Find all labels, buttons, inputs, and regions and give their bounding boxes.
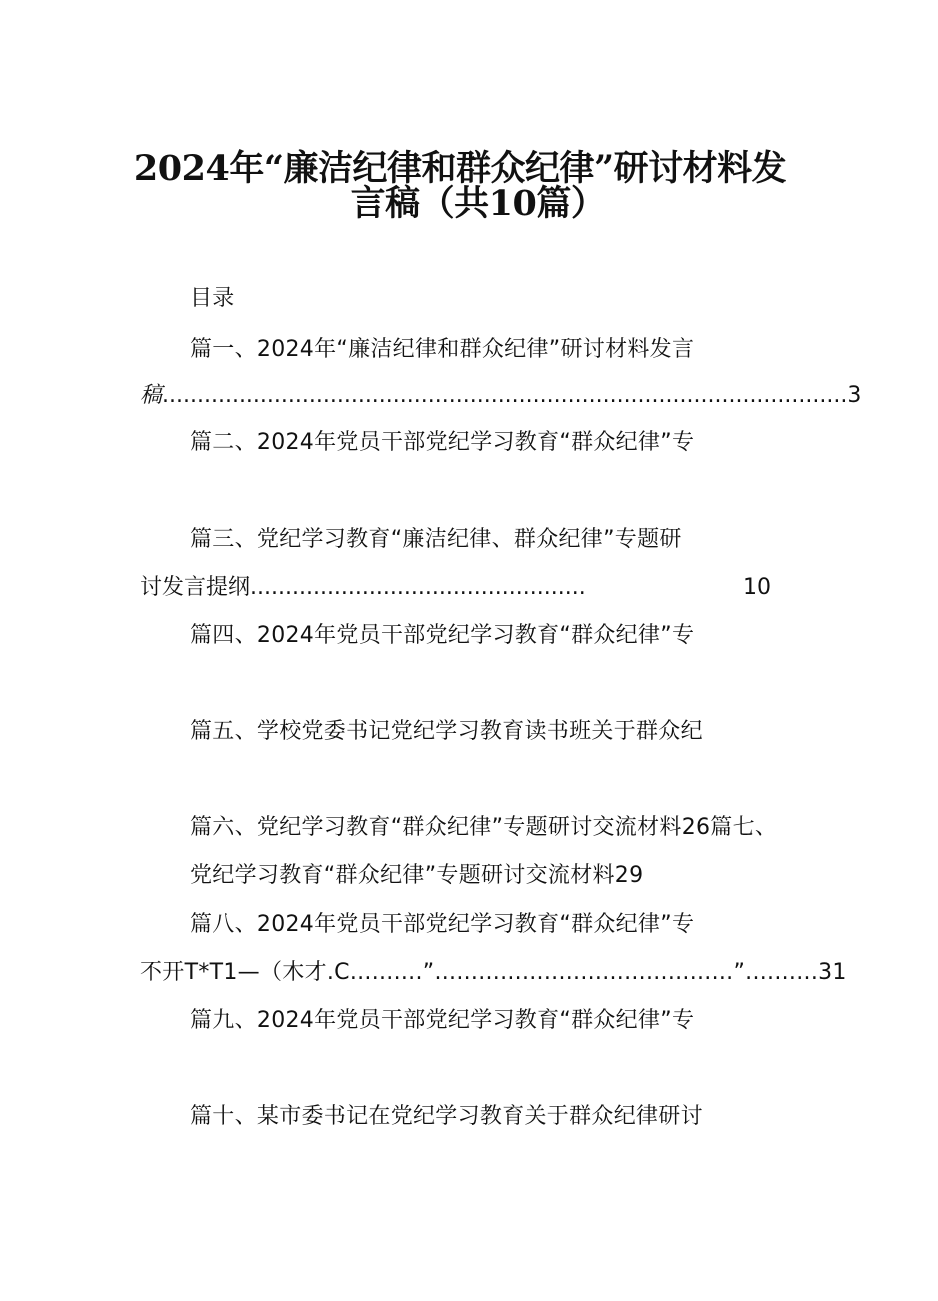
toc-entry-2-title: 篇二、2024年党员干部党纪学习教育“群众纪律”专 <box>190 430 695 455</box>
toc-entry-8-continuation: 不开T*T1—（木才.C..........”.........................................”..........31 <box>140 960 847 985</box>
toc-entry-3-dot-leader: ................................................ <box>250 575 586 600</box>
document-title-line-2: 言稿（共10篇） <box>350 183 606 224</box>
toc-label: 目录 <box>190 286 235 311</box>
toc-entry-1-continuation: 稿 <box>140 383 163 408</box>
toc-entry-5-title: 篇五、学校党委书记党纪学习教育读书班关于群众纪 <box>190 719 703 744</box>
document-title-line-1: 2024年“廉洁纪律和群众纪律”研讨材料发 <box>133 148 787 189</box>
toc-entry-7-title: 党纪学习教育“群众纪律”专题研讨交流材料29 <box>190 863 644 888</box>
toc-entry-6-title: 篇六、党纪学习教育“群众纪律”专题研讨交流材料26篇七、 <box>190 815 778 840</box>
toc-entry-1-dot-leader: .................................................................................................. <box>162 383 848 408</box>
toc-entry-1-leader-row <box>140 383 862 408</box>
toc-entry-3-leader-row <box>140 577 771 599</box>
toc-entry-8-title: 篇八、2024年党员干部党纪学习教育“群众纪律”专 <box>190 912 695 937</box>
toc-entry-10-title: 篇十、某市委书记在党纪学习教育关于群众纪律研讨 <box>190 1104 703 1129</box>
toc-entry-9-title: 篇九、2024年党员干部党纪学习教育“群众纪律”专 <box>190 1008 695 1033</box>
toc-entry-3-title: 篇三、党纪学习教育“廉洁纪律、群众纪律”专题研 <box>190 527 682 552</box>
toc-entry-4-title: 篇四、2024年党员干部党纪学习教育“群众纪律”专 <box>190 623 695 648</box>
toc-entry-3-continuation: 讨发言提纲 <box>140 575 251 600</box>
toc-entry-1-title: 篇一、2024年“廉洁纪律和群众纪律”研讨材料发言 <box>190 337 695 362</box>
toc-entry-1-page-number: 3 <box>847 383 862 408</box>
toc-entry-3-page-number: 10 <box>743 575 771 600</box>
